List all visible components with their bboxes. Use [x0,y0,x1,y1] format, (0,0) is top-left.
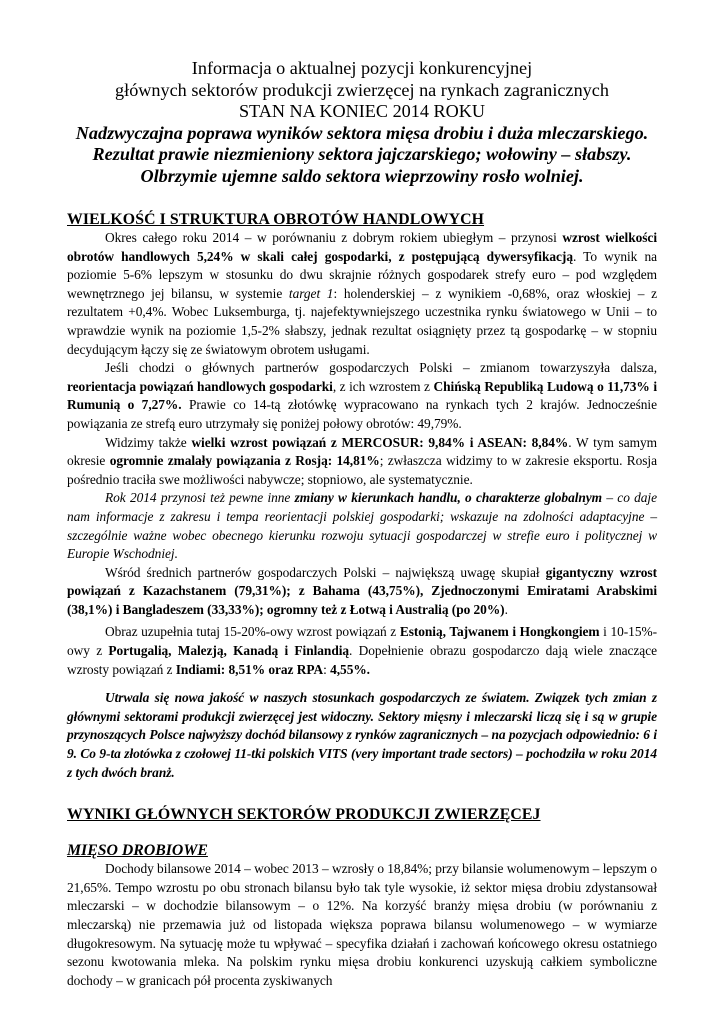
text-bold: Portugalią, Malezją, Kanadą i Finlandią [108,643,350,659]
paragraph-partners [67,359,657,433]
paragraph-poultry: Dochody bilansowe 2014 – wobec 2013 – wzrosły o 18,84%; przy bilansie wolumenowym – lepszym o 21,65%. Tempo wzrostu po obu stronach bilansu było tak tyle wysokie, iż sektor mięsa drobiu zdystansował mleczarski – w dochodzie bilansowym – o 12%. Na korzyść branży mięsa drobiu (w porównaniu z mleczarską) nie przemawia już od listopada większa poprawa bilansu wolumenowego – w wymiarze długokresowym. Na sytuację może tu wpływać – specyfika działań i zachowań końcowego okresu ostatniego sezonu kwotowania mleka. Na polskim rynku mięsa drobiu konkurenci uzyskują całkiem symboliczne dochody – w granicach pół procenta zyskiwanych [67,861,657,988]
text: . [504,601,508,617]
text: Prawie co 14-tą złotówkę wypracowano na rynkach tych 2 krajów. Jednocześnie powiązania ze strefą euro utrzymały się poniżej połowy obrotów: 49,79%. [67,397,657,431]
text-bold: wzrost wielkości obrotów handlowych 5,24% w skali całej gospodarki, z postępującą dywersyfikacją [67,230,657,264]
subtitle-line-3: Olbrzymie ujemne saldo sektora wieprzowiny rosło wolniej. [140,165,584,186]
title-line-2: głównych sektorów produkcji zwierzęcej na rynkach zagranicznych [115,79,609,100]
text: Jeśli chodzi o głównych partnerów gospodarczych Polski – zmianom towarzyszyła dalsza, [105,360,657,376]
text: ; zwłaszcza widzimy to w zakresie eksportu. Rosja pośrednio traciła swe możliwości nabywcze; stopniowo, ale systematycznie. [67,453,657,487]
text-bold: gigantyczny wzrost powiązań z Kazachstanem (79,31%); z Bahama (43,75%), Zjednoczonymi Emiratami Arabskimi (38,1%) i Bangladeszem (33,33%); ogromny też z Łotwą i Australią (po 20%) [67,564,657,617]
paragraph-mercosur [67,434,657,490]
document-page [67,58,657,990]
subtitle-line-2: Rezultat prawie niezmieniony sektora jajczarskiego; wołowiny – słabszy. [92,144,632,164]
text: Obraz uzupełnia tutaj 15-20%-owy wzrost powiązań z [105,624,400,640]
paragraph-new-quality [67,689,657,782]
text-italic: zmiany w kierunkach handlu, o charakterze globalnym [294,490,603,506]
text-bold: wielki wzrost powiązań z MERCOSUR: 9,84% i ASEAN: 8,84% [191,434,569,450]
text-bold-italic [67,690,657,779]
section-heading-sectors: WYNIKI GŁÓWNYCH SEKTORÓW PRODUKCJI ZWIERZĘCEJ [67,806,541,824]
text: . To wynik na poziomie 5-6% lepszym w stosunku do dwu skrajnie różnych gospodarek strefy euro – pod względem wewnętrznego jej bilansu, w systemie [67,248,657,301]
text: : holenderskiej – z wynikiem -0,68%, oraz włoskiej – z rezultatem +0,4%. Wobec Luksemburga, tj. najefektywniejszego uczestnika rynku światowego w Unii – to wprawdzie wynik na poziomie 1,5-2% słabszy, jednak rezultat osiągnięty przez tą gospodarkę – w stopniu decydującym łączy się ze światowym obrotem usługami. [67,285,658,357]
title-line-1: Informacja o aktualnej pozycji konkurencyjnej [191,58,533,78]
text: Wśród średnich partnerów gospodarczych Polski – największą uwagę skupiał [105,564,546,580]
text-italic: Utrwala się nowa jakość w naszych stosunkach gospodarczych ze światem. Związek tych zmian z głównymi sektorami produkcji zwierzęcej jest widoczny. Sektory mięsny i mleczarski liczą się i są w grupie przynoszących Polsce najwyższy dochód bilansowy z rynków zagranicznych – na pozycjach odpowiednio: 6 i 9. Co 9-ta złotówka z czołowej 11-tki polskich VITS (very important trade sectors) – pochodziła w roku 2014 z tych dwóch branż. [67,690,657,780]
title-line-3: STAN NA KONIEC 2014 ROKU [238,101,486,121]
paragraph-medium-partners [67,564,657,620]
subtitle-line-1: Nadzwyczajna poprawa wyników sektora mięsa drobiu i duża mleczarskiego. [75,122,649,143]
text-bold-italic [295,490,602,505]
section-heading-trade: WIELKOŚĆ I STRUKTURA OBROTÓW HANDLOWYCH [67,211,485,228]
text: : [323,661,331,677]
text-bold: Chińską Republiką Ludową o 11,73% i Rumunią o 7,27%. [67,378,657,413]
text-bold: ogromnie zmalały powiązania z Rosją: 14,81% [109,453,380,469]
text-italic: – co daje nam informacje z zakresu i tempa reorientacji polskiej gospodarki; wskazuje na zdolności adaptacyjne – szczególnie ważne wobec obecnego kierunku rozwoju sytuacji gospodarczej w strefie euro i politycznej w Europie Wschodniej. [67,490,658,562]
title-block [67,58,657,187]
text-bold: reorientacja powiązań handlowych gospodarki [67,378,333,394]
text-italic: Rok 2014 przynosi też pewne inne [105,490,295,506]
text: , z ich wzrostem z [332,378,434,394]
text-bold: Indiami: 8,51% oraz RPA [175,661,324,677]
paragraph-global-changes [67,489,657,563]
text: Okres całego roku 2014 – w porównaniu z dobrym rokiem ubiegłym – przynosi [105,230,563,245]
text-bold: Estonią, Tajwanem i Hongkongiem [399,624,600,640]
text: i 10-15%-owy z [67,624,657,659]
paragraph-trade-volume [67,229,657,359]
subheading-poultry: MIĘSO DROBIOWE [67,842,208,860]
text: . W tym samym okresie [67,434,657,469]
text-bold: 4,55%. [330,661,370,677]
text: Widzimy także [105,434,192,450]
text: . Dopełnienie obrazu gospodarczo dają wiele znaczące wzrosty powiązań z [67,643,657,677]
paragraph-growth-picture [67,623,657,679]
text-italic: target 1 [288,285,334,301]
